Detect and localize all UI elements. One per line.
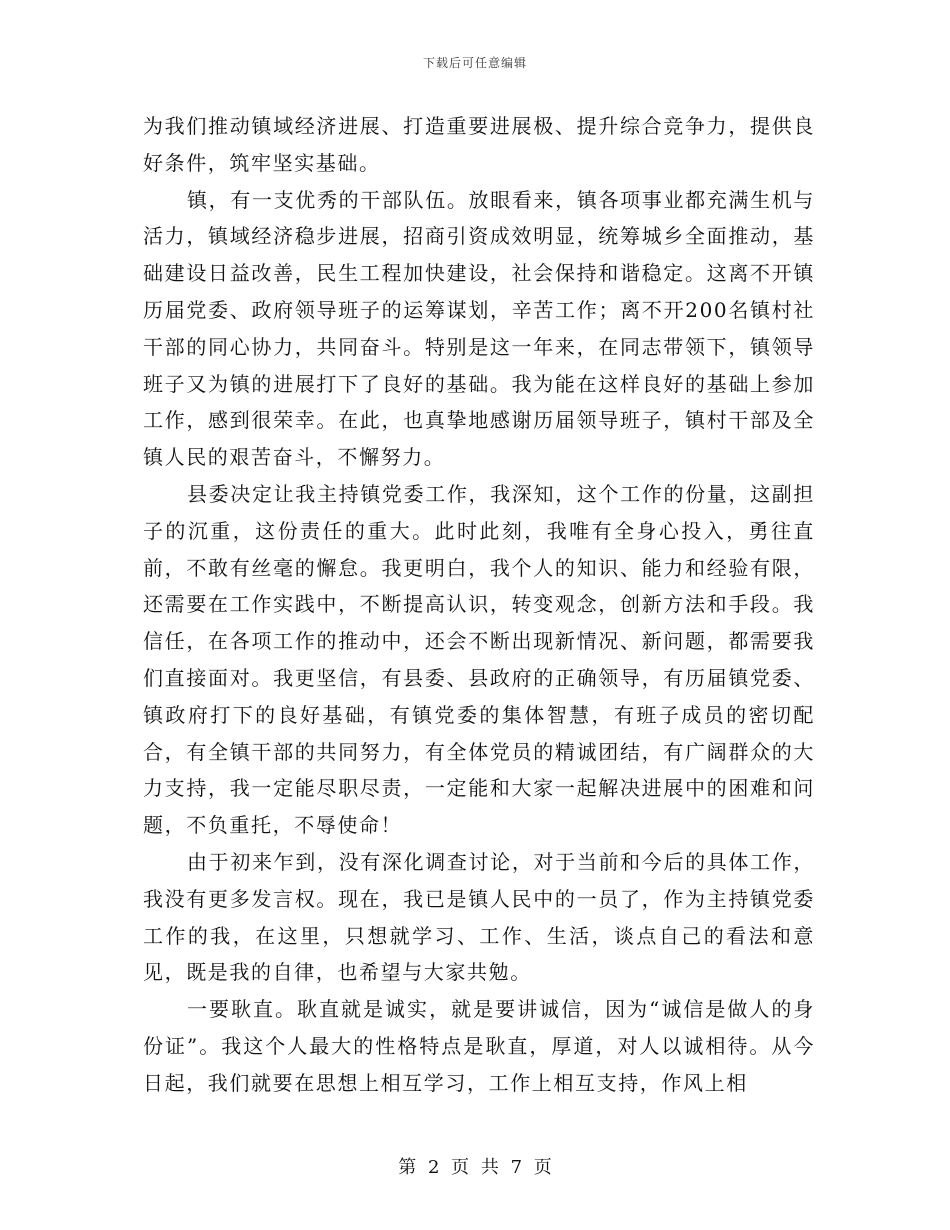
paragraph-1: 为我们推动镇域经济进展、打造重要进展极、提升综合竞争力，提供良好条件，筑牢坚实基础。	[143, 114, 815, 175]
paragraph-4: 由于初来乍到，没有深化调查讨论，对于当前和今后的具体工作，我没有更多发言权。现在，我已是镇人民中的一员了，作为主持镇党委工作的我，在这里，只想就学习、工作、生活，谈点自己的看法和意见，既是我的自律，也希望与大家共勉。	[143, 849, 815, 985]
paragraph-3: 县委决定让我主持镇党委工作，我深知，这个工作的份量，这副担子的沉重，这份责任的重大。此时此刻，我唯有全身心投入，勇往直前，不敢有丝毫的懈怠。我更明白，我个人的知识、能力和经验有限，还需要在工作实践中，不断提高认识，转变观念，创新方法和手段。我信任，在各项工作的推动中，还会不断出现新情况、新问题，都需要我们直接面对。我更坚信，有县委、县政府的正确领导，有历届镇党委、镇政府打下的良好基础，有镇党委的集体智慧，有班子成员的密切配合，有全镇干部的共同努力，有全体党员的精诚团结，有广阔群众的大力支持，我一定能尽职尽责，一定能和大家一起解决进展中的困难和问题，不负重托，不辱使命！	[143, 481, 815, 838]
paragraph-5: 一要耿直。耿直就是诚实，就是要讲诚信，因为“诚信是做人的身份证”。我这个人最大的性格特点是耿直，厚道，对人以诚相待。从今日起，我们就要在思想上相互学习，工作上相互支持，作风上相	[143, 997, 815, 1095]
page-footer: 第 2 页 共 7 页	[398, 1157, 552, 1178]
page-header: 下载后可任意编辑	[422, 56, 527, 70]
document-body	[143, 108, 815, 1102]
paragraph-2: 镇，有一支优秀的干部队伍。放眼看来，镇各项事业都充满生机与活力，镇域经济稳步进展，招商引资成效明显，统筹城乡全面推动，基础建设日益改善，民生工程加快建设，社会保持和谐稳定。这离不开镇历届党委、政府领导班子的运筹谋划，辛苦工作；离不开200名镇村社干部的同心协力，共同奋斗。特别是这一年来，在同志带领下，镇领导班子又为镇的进展打下了良好的基础。我为能在这样良好的基础上参加工作，感到很荣幸。在此，也真挚地感谢历届领导班子，镇村干部及全镇人民的艰苦奋斗，不懈努力。	[143, 187, 815, 470]
